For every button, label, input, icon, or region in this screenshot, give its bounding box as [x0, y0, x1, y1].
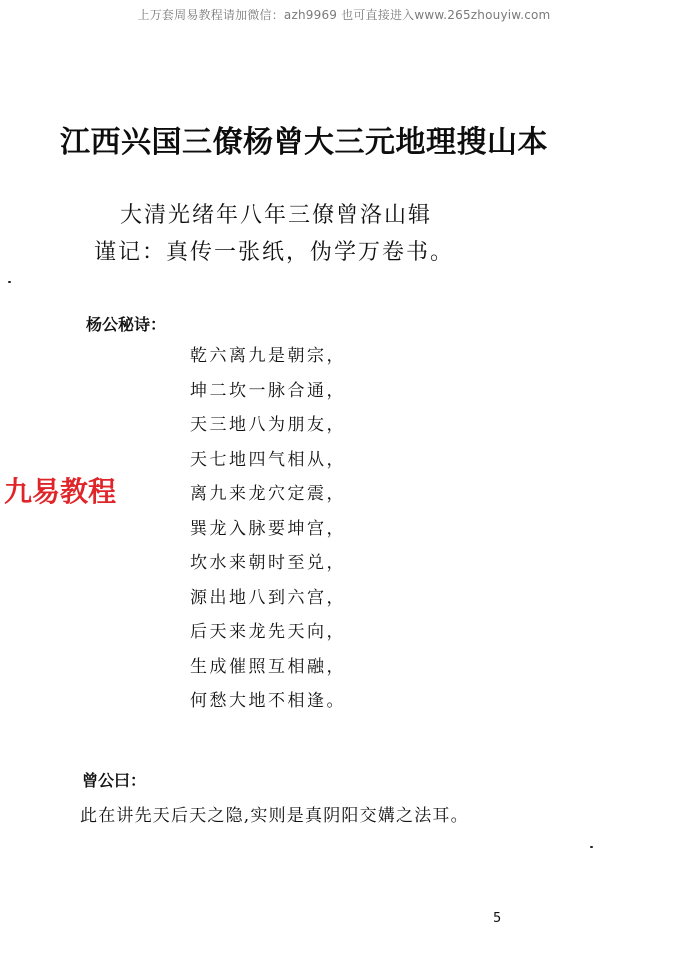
commentary-heading: 曾公曰： — [82, 771, 147, 790]
commentary-text: 此在讲先天后天之隐,实则是真阴阳交媾之法耳。 — [80, 806, 469, 826]
motto-line: 谨记：真传一张纸，伪学万卷书。 — [94, 240, 455, 265]
poem-verses — [190, 342, 346, 722]
poem-line: 巽龙入脉要坤宫， — [190, 518, 346, 539]
poem-line: 生成催照互相融， — [190, 656, 346, 677]
poem-heading: 杨公秘诗： — [86, 315, 167, 334]
poem-line: 坤二坎一脉合通， — [190, 380, 346, 401]
top-watermark-text: 上万套周易教程请加微信：azh9969 也可直接进入www.265zhouyiw.com — [137, 8, 551, 22]
poem-line: 源出地八到六宫， — [190, 587, 346, 608]
poem-line: 离九来龙穴定震， — [190, 484, 346, 504]
document-title: 江西兴国三僚杨曾大三元地理搜山本 — [60, 125, 548, 160]
poem-line: 坎水来朝时至兑， — [190, 553, 346, 573]
document-subtitle: 大清光绪年八年三僚曾洛山辑 — [120, 203, 433, 228]
poem-line: 天七地四气相从， — [190, 449, 346, 470]
poem-line: 后天来龙先天向， — [190, 622, 346, 642]
poem-line: 乾六离九是朝宗， — [190, 346, 346, 366]
scan-speck — [8, 281, 11, 283]
poem-line: 何愁大地不相逢。 — [190, 691, 346, 711]
scan-speck — [590, 846, 593, 848]
red-watermark-stamp: 九易教程 — [4, 475, 117, 508]
page-number: 5 — [493, 911, 502, 926]
poem-line: 天三地八为朋友， — [190, 415, 346, 435]
